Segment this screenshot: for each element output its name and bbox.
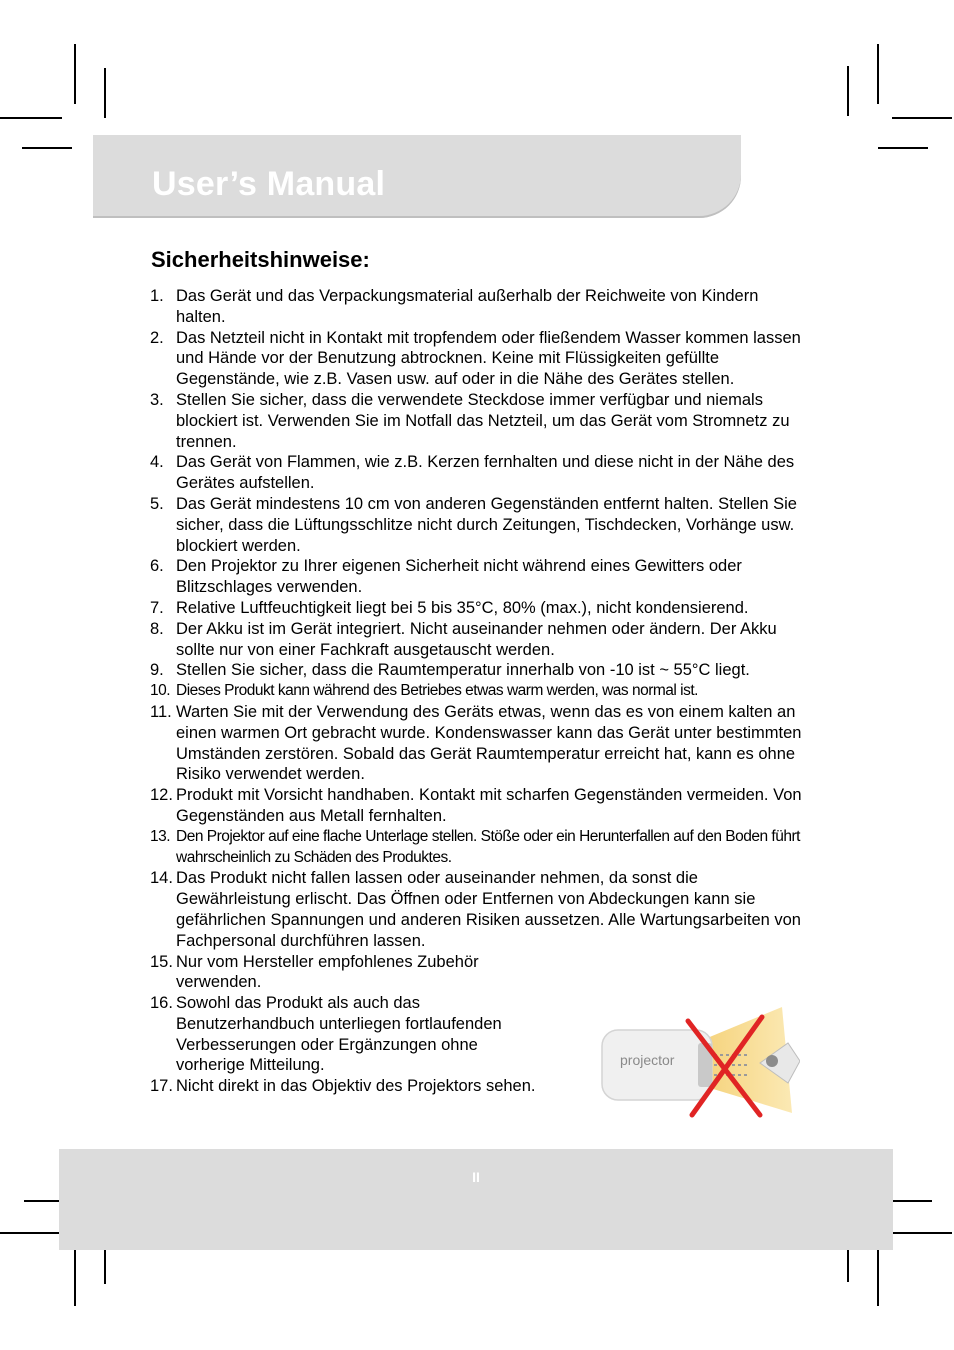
item-number: 1.: [150, 287, 164, 305]
item-text: Das Gerät und das Verpackungsmaterial außerhalb der Reichweite von Kindern halten.: [176, 287, 759, 326]
item-number: 16.: [150, 994, 173, 1013]
item-text: Der Akku ist im Gerät integriert. Nicht auseinander nehmen oder ändern. Der Akku sollte nur von einer Fachkraft ausgetauscht werden.: [176, 619, 777, 659]
item-text: Das Netzteil nicht in Kontakt mit tropfendem oder fließendem Wasser kommen lassen und Hände vor der Benutzung abtrocknen. Keine mit Flüssigkeiten gefüllte Gegenstände, wie z.B. Vasen usw. auf oder in die Nähe des Gerätes stellen.: [176, 328, 801, 389]
item-text: Nur vom Hersteller empfohlenes Zubehör verwenden.: [176, 952, 479, 992]
item-text: Produkt mit Vorsicht handhaben. Kontakt mit scharfen Gegenständen vermeiden. Von Gegenständen aus Metall fernhalten.: [176, 786, 802, 825]
item-number: 2.: [150, 328, 164, 347]
item-number: 3.: [150, 390, 164, 409]
item-number: 5.: [150, 494, 164, 513]
item-number: 15.: [150, 952, 173, 971]
item-number: 14.: [150, 869, 173, 888]
crop-mark: [74, 1246, 76, 1306]
list-item: [150, 598, 805, 619]
item-number: 6.: [150, 557, 164, 576]
item-text: Den Projektor auf eine flache Unterlage stellen. Stöße oder ein Herunterfallen auf den Boden führt wahrscheinlich zu Schäden des Produktes.: [176, 827, 800, 866]
list-item: [150, 328, 805, 390]
item-text: Stellen Sie sicher, dass die Raumtemperatur innerhalb von -10 ist ~ 55°C liegt.: [176, 661, 750, 680]
item-text: Das Gerät mindestens 10 cm von anderen Gegenständen entfernt halten. Stellen Sie sicher, dass die Lüftungsschlitze nicht durch Zeitungen, Tischdecken, Vorhänge usw. blockiert werden.: [176, 494, 797, 555]
list-item: [150, 619, 805, 661]
list-item: [150, 452, 805, 494]
item-number: 4.: [150, 453, 164, 472]
crop-mark: [878, 147, 928, 149]
crop-mark: [892, 117, 952, 119]
item-number: 8.: [150, 619, 164, 638]
item-text: Stellen Sie sicher, dass die verwendete Steckdose immer verfügbar und niemals blockiert ist. Verwenden Sie im Notfall das Netzteil, um das Gerät vom Stromnetz zu trennen.: [176, 390, 790, 451]
item-number: 9.: [150, 661, 164, 680]
list-item: [150, 494, 805, 556]
list-item: [150, 868, 805, 951]
list-item: [150, 827, 805, 869]
page-number: II: [472, 1169, 480, 1185]
item-text: Den Projektor zu Ihrer eigenen Sicherheit nicht während eines Gewitters oder Blitzschlages verwenden.: [176, 557, 742, 597]
list-item: [150, 556, 805, 598]
footer-band: [59, 1149, 893, 1250]
item-text: Sowohl das Produkt als auch das Benutzerhandbuch unterliegen fortlaufenden Verbesserungen oder Ergänzungen ohne vorherige Mitteilung.: [176, 994, 502, 1075]
item-text: Das Gerät von Flammen, wie z.B. Kerzen fernhalten und diese nicht in der Nähe des Gerätes aufstellen.: [176, 453, 795, 493]
item-number: 11.: [150, 702, 172, 721]
projector-label: projector: [620, 1052, 675, 1068]
crop-mark: [22, 147, 72, 149]
item-number: 10.: [150, 682, 171, 700]
list-item: [150, 952, 805, 994]
eye-pupil-icon: [766, 1055, 778, 1067]
item-text: Relative Luftfeuchtigkeit liegt bei 5 bis 35°C, 80% (max.), nicht kondensierend.: [176, 598, 749, 617]
list-item: [150, 660, 805, 681]
crop-mark: [877, 1246, 879, 1306]
item-text: Warten Sie mit der Verwendung des Geräts etwas, wenn das es von einem kalten an einen warmen Ort gebracht wurde. Kondenswasser kann das Gerät unter bestimmten Umständen zerstören. Sobald das Gerät Raumtemperatur erreicht hat, kann es ohne Risiko verwendet werden.: [176, 702, 802, 784]
list-item: [150, 286, 805, 328]
crop-mark: [892, 1232, 952, 1234]
header-band: [93, 135, 741, 218]
list-item: [150, 390, 805, 452]
crop-mark: [74, 44, 76, 104]
list-item: [150, 702, 805, 785]
page-title: User’s Manual: [152, 165, 386, 203]
list-item: [150, 785, 805, 827]
safety-list: [150, 286, 805, 1097]
projector-warning-illustration: [600, 1003, 800, 1123]
crop-mark: [0, 117, 62, 119]
item-number: 12.: [150, 786, 173, 805]
list-item: [150, 681, 805, 702]
section-title: Sicherheitshinweise:: [151, 247, 370, 272]
crop-mark: [847, 66, 849, 116]
crop-mark: [877, 44, 879, 104]
item-number: 7.: [150, 598, 164, 617]
item-number: 13.: [150, 827, 171, 845]
item-text: Dieses Produkt kann während des Betriebes etwas warm werden, was normal ist.: [176, 682, 698, 700]
item-text: Nicht direkt in das Objektiv des Projektors sehen.: [176, 1077, 536, 1096]
item-text: Das Produkt nicht fallen lassen oder auseinander nehmen, da sonst die Gewährleistung erlischt. Das Öffnen oder Entfernen von Abdeckungen kann sie gefährlichen Spannungen und anderen Risiken aussetzen. Alle Wartungsarbeiten von Fachpersonal durchführen lassen.: [176, 869, 801, 950]
item-number: 17.: [150, 1077, 173, 1096]
crop-mark: [0, 1232, 62, 1234]
crop-mark: [104, 68, 106, 118]
